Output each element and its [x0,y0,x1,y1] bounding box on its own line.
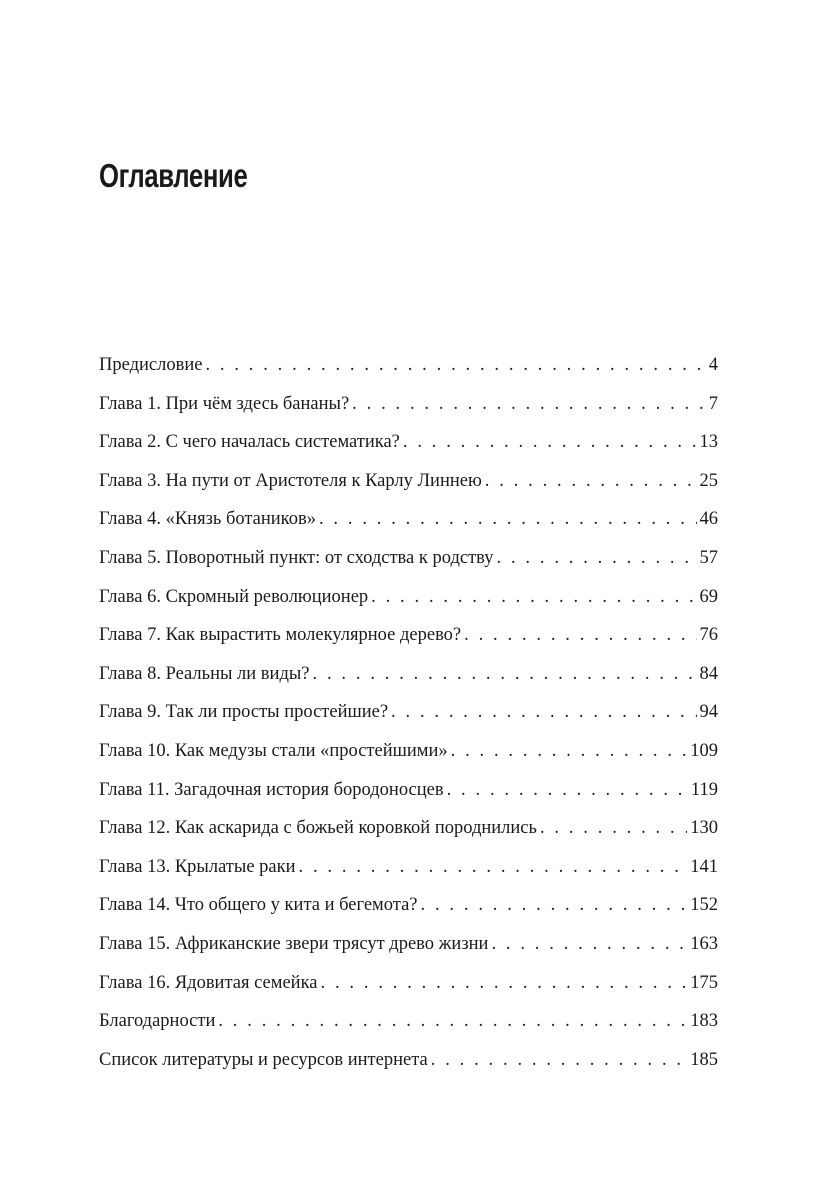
dot-leader [313,655,697,694]
dot-leader [497,539,697,578]
toc-entry-label: Благодарности [99,1011,216,1032]
toc-entry-page: 57 [699,547,718,568]
table-of-contents [99,346,718,1079]
toc-entry-chapter-2[interactable] [99,423,718,462]
toc-entry-label: Глава 4. «Князь ботаников» [99,509,316,530]
toc-entry-page: 13 [699,432,718,453]
toc-entry-chapter-7[interactable] [99,616,718,655]
toc-entry-page: 141 [690,856,718,877]
toc-entry-chapter-12[interactable] [99,809,718,848]
dot-leader [218,1002,687,1041]
toc-entry-label: Глава 10. Как медузы стали «простейшими» [99,740,448,761]
toc-entry-page: 46 [699,509,718,530]
toc-entry-label: Глава 15. Африканские звери трясут древо жизни [99,933,489,954]
page-title: Оглавление [99,157,248,194]
dot-leader [319,500,697,539]
toc-entry-page: 130 [690,818,718,839]
toc-entry-page: 69 [699,586,718,607]
toc-entry-preface[interactable] [99,346,718,385]
toc-entry-page: 109 [690,740,718,761]
toc-entry-acknowledgements[interactable] [99,1002,718,1041]
toc-entry-label: Глава 1. При чём здесь бананы? [99,393,350,414]
toc-entry-chapter-15[interactable] [99,925,718,964]
dot-leader [485,462,697,501]
toc-entry-chapter-1[interactable] [99,385,718,424]
dot-leader [352,385,706,424]
dot-leader [403,423,697,462]
toc-entry-chapter-6[interactable] [99,578,718,617]
toc-entry-page: 76 [699,625,718,646]
toc-entry-chapter-8[interactable] [99,655,718,694]
toc-entry-label: Глава 9. Так ли просты простейшие? [99,702,389,723]
toc-entry-chapter-16[interactable] [99,964,718,1003]
toc-entry-label: Список литературы и ресурсов интернета [99,1049,428,1070]
toc-entry-label: Глава 12. Как аскарида с божьей коровкой породнились [99,818,537,839]
toc-entry-references[interactable] [99,1041,718,1080]
toc-entry-label: Глава 13. Крылатые раки [99,856,296,877]
toc-entry-chapter-14[interactable] [99,886,718,925]
dot-leader [391,693,696,732]
toc-entry-label: Глава 16. Ядовитая семейка [99,972,318,993]
dot-leader [371,578,696,617]
dot-leader [421,886,688,925]
toc-entry-page: 84 [699,663,718,684]
toc-entry-page: 119 [690,779,718,800]
toc-entry-label: Глава 8. Реальны ли виды? [99,663,310,684]
dot-leader [205,346,705,385]
toc-entry-page: 7 [708,393,718,414]
toc-entry-label: Предисловие [99,355,203,375]
dot-leader [321,964,688,1003]
dot-leader [540,809,687,848]
toc-entry-label: Глава 3. На пути от Аристотеля к Карлу Линнею [99,470,482,491]
toc-entry-page: 175 [690,972,718,993]
toc-entry-page: 25 [699,470,718,491]
dot-leader [491,925,687,964]
toc-entry-chapter-11[interactable] [99,771,718,810]
toc-entry-label: Глава 6. Скромный революционер [99,586,369,607]
dot-leader [299,848,688,887]
toc-entry-chapter-13[interactable] [99,848,718,887]
toc-entry-page: 94 [699,702,718,723]
toc-entry-page: 4 [708,355,718,375]
dot-leader [464,616,696,655]
toc-entry-label: Глава 14. Что общего у кита и бегемота? [99,895,418,916]
dot-leader [447,771,688,810]
toc-entry-label: Глава 5. Поворотный пункт: от сходства к родству [99,547,494,568]
toc-entry-chapter-9[interactable] [99,693,718,732]
toc-entry-page: 152 [690,895,718,916]
toc-entry-chapter-3[interactable] [99,462,718,501]
toc-entry-page: 163 [690,933,718,954]
toc-entry-chapter-4[interactable] [99,500,718,539]
toc-entry-page: 185 [690,1049,718,1070]
toc-entry-label: Глава 2. С чего началась систематика? [99,432,400,453]
dot-leader [431,1041,688,1080]
toc-entry-page: 183 [690,1011,718,1032]
dot-leader [451,732,688,771]
toc-entry-chapter-5[interactable] [99,539,718,578]
toc-entry-label: Глава 11. Загадочная история бородоносцев [99,779,444,800]
toc-entry-label: Глава 7. Как вырастить молекулярное дерево? [99,625,462,646]
toc-entry-chapter-10[interactable] [99,732,718,771]
